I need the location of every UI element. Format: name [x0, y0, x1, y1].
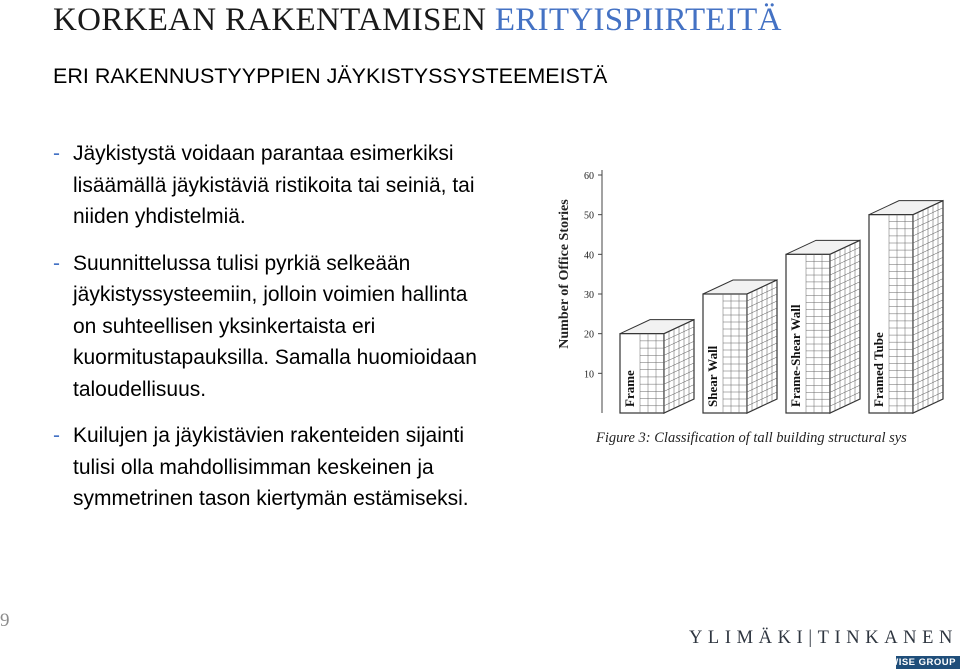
- y-tick-label: 10: [584, 369, 594, 381]
- y-tick-label: 40: [584, 250, 594, 262]
- slide-title: [53, 2, 782, 39]
- slide-number: 9: [0, 610, 10, 631]
- bar-label: Shear Wall: [705, 345, 720, 407]
- bullet-dash: -: [53, 251, 60, 275]
- y-tick-label: 20: [584, 329, 594, 341]
- bullet-item: [53, 138, 573, 233]
- bar-label: Frame: [622, 370, 637, 407]
- company-logo: [688, 620, 960, 670]
- bullet-line: niiden yhdistelmiä.: [73, 205, 246, 228]
- bullet-line: Kuilujen ja jäykistävien rakenteiden sijainti: [73, 424, 465, 447]
- chart-caption: Figure 3: Classification of tall building structural sys: [596, 430, 907, 446]
- bullet-line: symmetrinen tason kiertymän estämiseksi.: [73, 487, 469, 510]
- title-part-1: KORKEAN RAKENTAMISEN: [53, 2, 487, 38]
- bullet-line: lisäämällä jäykistäviä ristikoita tai seiniä, tai: [73, 173, 475, 197]
- bullet-line: kuormitustapauksilla. Samalla huomioidaan: [73, 346, 477, 369]
- title-part-2: ERITYISPIIRTEITÄ: [494, 2, 782, 38]
- logo-tag: WISE GROUP: [889, 657, 956, 668]
- y-tick-label: 30: [584, 290, 594, 301]
- bullet-list: [53, 138, 573, 530]
- y-tick-label: 50: [584, 210, 594, 222]
- bullet-line: tulisi olla mahdollisimman keskeinen ja: [73, 455, 434, 479]
- bullet-dash: -: [53, 424, 60, 447]
- logo-wordmark: YLIMÄKI|TINKANEN: [688, 628, 958, 648]
- bullet-line: jäykistyssysteemiin, jolloin voimien hallinta: [73, 283, 468, 306]
- slide-subtitle: ERI RAKENNUSTYYPPIEN JÄYKISTYSSYSTEEMEISTÄ: [53, 64, 608, 88]
- building-systems-chart: [552, 160, 957, 460]
- y-axis-label: Number of Office Stories: [557, 199, 572, 349]
- y-tick-label: 60: [584, 171, 594, 182]
- bar-label: Framed Tube: [871, 332, 886, 407]
- bullet-line: taloudellisuus.: [73, 377, 207, 401]
- bullet-dash: -: [53, 142, 60, 165]
- bar-label: Frame-Shear Wall: [788, 304, 803, 407]
- bullet-item: [53, 420, 573, 515]
- bullet-line: Suunnittelussa tulisi pyrkiä selkeään: [73, 251, 411, 275]
- bullet-line: on suhteellisen yksinkertaista eri: [73, 314, 376, 338]
- bullet-line: Jäykistystä voidaan parantaa esimerkiksi: [73, 142, 454, 165]
- bullet-item: [53, 248, 573, 406]
